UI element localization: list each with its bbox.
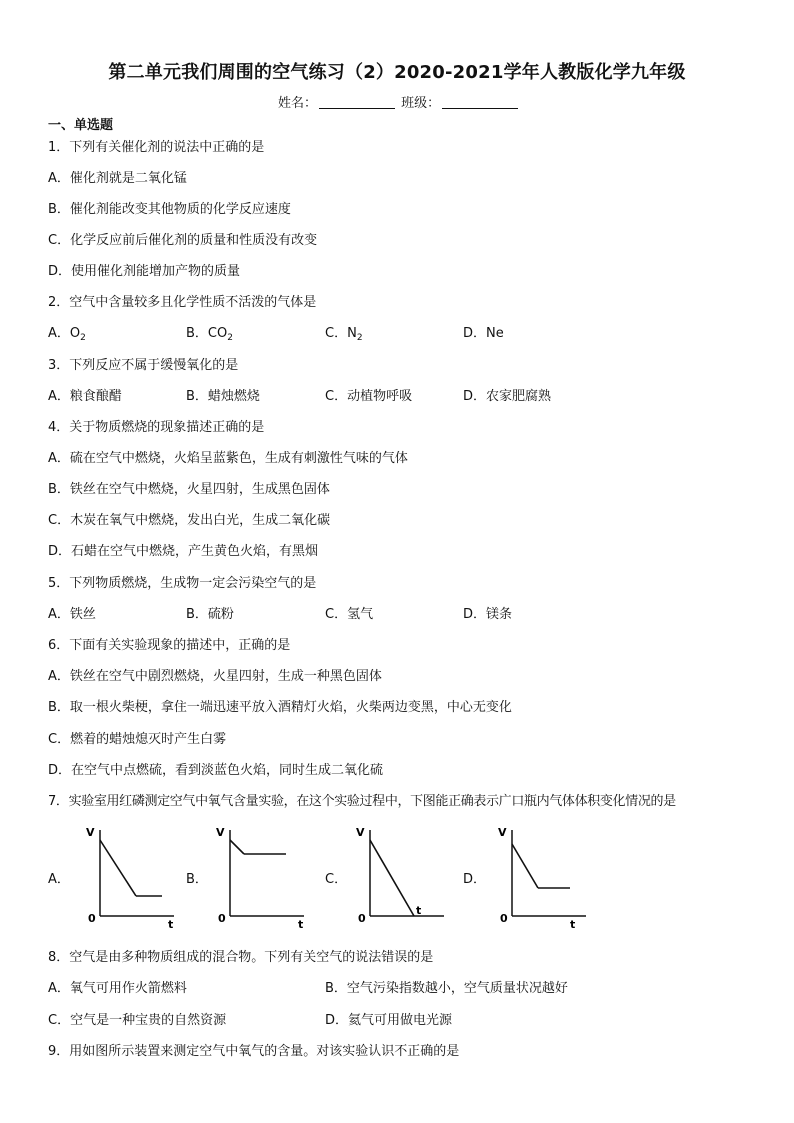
q4-option-d: D．石蜡在空气中燃烧，产生黄色火焰，有黑烟	[48, 544, 319, 559]
q6-stem: 6．下面有关实验现象的描述中，正确的是	[48, 638, 291, 653]
q6-option-c: C．燃着的蜡烛熄灭时产生白雾	[48, 732, 227, 747]
graph-b-y-label: V	[216, 826, 225, 839]
name-label: 姓名：	[278, 96, 318, 111]
class-label: 班级：	[401, 96, 441, 111]
q8-option-a: A．氧气可用作火箭燃料	[48, 981, 187, 996]
q7-option-c: C．	[325, 872, 348, 887]
q4-stem: 4．关于物质燃烧的现象描述正确的是	[48, 420, 265, 435]
q7-graph-a	[82, 822, 182, 932]
graph-b-origin: 0	[218, 912, 226, 925]
q6-option-b: B．取一根火柴梗，拿住一端迅速平放入酒精灯火焰，火柴两边变黑，中心无变化	[48, 700, 512, 715]
q2-option-b: B．$CO_2$	[186, 326, 233, 343]
q1-option-c: C．化学反应前后催化剂的质量和性质没有改变	[48, 233, 318, 248]
q6-option-a: A．铁丝在空气中剧烈燃烧，火星四射，生成一种黑色固体	[48, 669, 382, 684]
q3-option-d: D．农家肥腐熟	[463, 389, 552, 404]
graph-c-x-label: t	[416, 904, 422, 917]
q8-option-c: C．空气是一种宝贵的自然资源	[48, 1013, 227, 1028]
q1-option-a: A．催化剂就是二氧化锰	[48, 171, 187, 186]
graph-d-y-label: V	[498, 826, 507, 839]
q6-option-d: D．在空气中点燃硫，看到淡蓝色火焰，同时生成二氧化硫	[48, 763, 384, 778]
q7-option-b: B．	[186, 872, 208, 887]
q1-option-d: D．使用催化剂能增加产物的质量	[48, 264, 241, 279]
page-title: 第二单元我们周围的空气练习（2）2020-2021学年人教版化学九年级	[108, 62, 686, 83]
q9-stem: 9．用如图所示装置来测定空气中氧气的含量。对该实验认识不正确的是	[48, 1044, 460, 1059]
q8-stem: 8．空气是由多种物质组成的混合物。下列有关空气的说法错误的是	[48, 950, 434, 965]
q8-option-b: B．空气污染指数越小，空气质量状况越好	[325, 981, 568, 996]
q4-option-a: A．硫在空气中燃烧，火焰呈蓝紫色，生成有刺激性气味的气体	[48, 451, 408, 466]
q8-option-d: D．氦气可用做电光源	[325, 1013, 453, 1028]
q7-graph-c	[352, 822, 452, 932]
q5-option-c: C．氢气	[325, 607, 374, 622]
name-class-line	[278, 92, 520, 111]
q2-option-d: D．Ne	[463, 326, 504, 341]
graph-c-origin: 0	[358, 912, 366, 925]
q5-option-a: A．铁丝	[48, 607, 96, 622]
q3-option-b: B．蜡烛燃烧	[186, 389, 260, 404]
q5-option-d: D．镁条	[463, 607, 513, 622]
q3-option-c: C．动植物呼吸	[325, 389, 413, 404]
q2-option-a: A．$O_2$	[48, 326, 86, 343]
graph-a-y-label: V	[86, 826, 95, 839]
q7-option-d: D．	[463, 872, 487, 887]
q4-option-c: C．木炭在氧气中燃烧，发出白光，生成二氧化碳	[48, 513, 331, 528]
q7-option-a: A．	[48, 872, 70, 887]
q7-graph-b	[212, 822, 312, 932]
q4-option-b: B．铁丝在空气中燃烧，火星四射，生成黑色固体	[48, 482, 330, 497]
q7-graph-d	[494, 822, 594, 932]
q7-stem: 7．实验室用红磷测定空气中氧气含量实验，在这个实验过程中，下图能正确表示广口瓶内气体体积变化情况的是	[48, 794, 676, 809]
q3-option-a: A．粮食酿醋	[48, 389, 122, 404]
class-blank[interactable]	[442, 96, 518, 109]
q3-stem: 3．下列反应不属于缓慢氧化的是	[48, 358, 239, 373]
graph-a-origin: 0	[88, 912, 96, 925]
graph-d-x-label: t	[570, 918, 576, 931]
graph-a-x-label: t	[168, 918, 174, 931]
name-blank[interactable]	[319, 96, 395, 109]
q5-option-b: B．硫粉	[186, 607, 234, 622]
section-title: 一、单选题	[48, 118, 114, 133]
q2-option-c: C．$N_2$	[325, 326, 363, 343]
graph-b-x-label: t	[298, 918, 304, 931]
q2-stem: 2．空气中含量较多且化学性质不活泼的气体是	[48, 295, 317, 310]
q1-option-b: B．催化剂能改变其他物质的化学反应速度	[48, 202, 291, 217]
graph-c-y-label: V	[356, 826, 365, 839]
q1-stem: 1．下列有关催化剂的说法中正确的是	[48, 140, 265, 155]
graph-d-origin: 0	[500, 912, 508, 925]
q5-stem: 5．下列物质燃烧，生成物一定会污染空气的是	[48, 576, 317, 591]
